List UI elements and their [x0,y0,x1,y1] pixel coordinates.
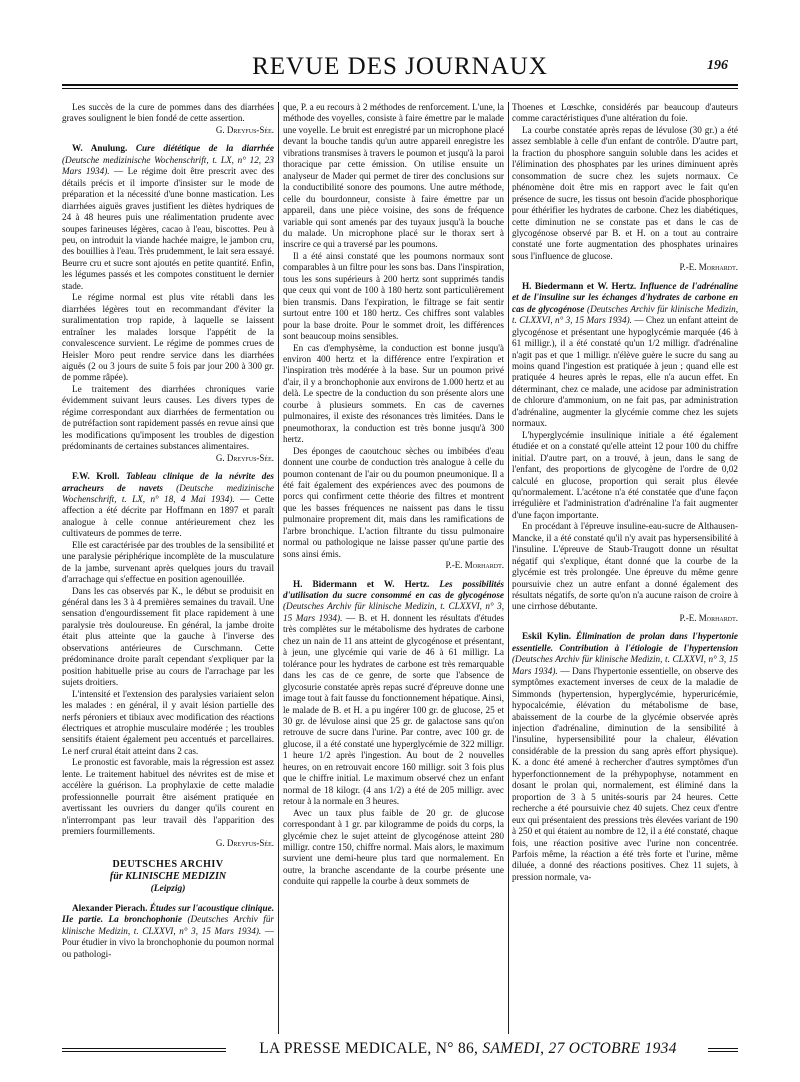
article-intro [62,102,274,136]
signature: G. Dreyfus-Sée. [215,124,274,135]
column-2 [283,102,504,1034]
article-bidermann-hertz-continued [512,102,738,274]
paragraph: — Pour étudier in vivo la bronchophonie du poumon normal ou pathologi- [62,925,274,959]
page-number: 196 [707,58,728,73]
article-heading [62,471,274,540]
masthead [62,52,738,86]
paragraph: — Cette affection a été décrite par Hoffmann en 1897 et paraît analogue à celle connue antérieurement chez les cultivateurs de pommes de terre. [62,493,274,539]
article-citation: (Deutsche medizinische Wochenschrift, t. LX, n° 18, 4 Mai 1934). [62,482,274,504]
article-citation: (Deutsches Archiv für klinische Medizin, t. CLXXVI, n° 3, 15 Mars 1934). [62,914,274,936]
article-author: F.W. Kroll. [72,471,120,482]
article-author: W. Anulung. [72,143,128,154]
footer-issue: N° 86, [435,1040,479,1057]
column-divider-1 [278,102,279,1034]
paragraph: En cas d'emphysème, la conduction est bonne jusqu'à environ 400 hertz et la différence entre l'expiration et l'inspiration très modérée à la base. Sur un poumon privé d'air, il y a bronchophonie aux environs de 1.000 hertz et au delà. Le spectre de la conduction du son présente alors une courbe à plusieurs sommets. En cas de cavernes pulmonaires, il existe des résonances très limitées. Dans le pneumothorax, la conduction est très bonne jusqu'à 300 hertz. [283,342,504,445]
paragraph: La courbe constatée après repas de lévulose (30 gr.) a été assez semblable à celle d'un enfant de contrôle. D'autre part, la fraction du phosphore sanguin soluble dans les acides et l'élimination des phosphates par les urines diminuent après consommation de sucre chez les sujets normaux. Ce phénomène doit être mis en rapport avec le fait qu'en présence de sucre, les tissus ont besoin d'acide phosphorique pour éthérifier les hydrates de carbone. Chez les diabétiques, cette diminution ne se constate pas et dans le cas de glycogénose observé par B. et H. on a tout au contraire constaté une forte augmentation des phosphates urinaires sous l'influence de glucose. [512,124,738,261]
page-title: REVUE DES JOURNAUX [252,53,548,80]
article-bidermann-hertz [283,579,504,888]
paragraph: — B. et H. donnent les résultats d'études très complètes sur le métabolisme des hydrates de carbone chez un nain de 11 ans atteint de glycogénose et présentant, à jeun, une glycémie qui varie de 46 à 61 milligr. La tolérance pour les hydrates de carbone est très remarquable dans les cas de ce genre, de sorte que l'absence de glycosurie constatée après repas sucré d'épreuve donne une image tout à fait fausse du fonctionnement hépatique. Ainsi, le malade de B. et H. a pu ingérer 100 gr. de glucose, 25 et 30 gr. de lévulose ainsi que 25 gr. de galactose sans qu'on retrouve de sucre dans l'urine. Par contre, avec 100 gr. de glucose, il a été constaté une hyperglycémie de 322 milligr. 1 heure 1/2 après l'ingestion. Au bout de 2 nouvelles heures, on en retrouvait encore 160 milligr. soit 3 fois plus que le chiffre initial. Le maximum observé chez un enfant normal de 18 kilogr. (4 ans 1/2) a été de 205 milligr. avec retour à la normale en 3 heures. [283,612,504,807]
column-1 [62,102,274,1034]
paragraph: L'hyperglycémie insulinique initiale a été également étudiée et on a constaté qu'elle atteint 12 pour 100 du chiffre initial. D'autre part, on a trouvé, à jeun, dans le sang de l'enfant, des proportions de glycogène de l'ordre de 0,02 calculé en glucose, proportion qui serait plus élevée qu'normalement. L'acétone n'a été constatée que d'une façon irrégulière et l'administration d'adrénaline l'a fait augmenter d'une façon importante. [512,429,738,520]
footer-journal: LA PRESSE MEDICALE, [259,1040,432,1057]
footer-rule-right [708,1048,738,1052]
paragraph: Des éponges de caoutchouc sèches ou imbibées d'eau donnent une courbe de conduction très analogue à celle du poumon contenant de l'air ou du poumon pneumonique. Il a été fait également des expériences avec des poumons de porcs qui confirment cette théorie des filtres et montrent que les basses fréquences ne naissent pas dans le tissu pulmonaire proprement dit, mais dans les ramifications de l'arbre bronchique. L'action filtrante du tissu pulmonaire normal ou pathologique ne laisse passer qu'une partie des sons ainsi émis. [283,445,504,559]
article-heading [512,281,738,430]
article-author: H. Biedermann et W. Hertz. [522,280,637,291]
article-title: Les possibilités d'utilisation du sucre consommé en cas de glycogénose [283,578,504,601]
article-pierach [62,903,274,960]
article-title: Tableau clinique de la névrite des arracheurs de navets [62,471,274,493]
article-heading [283,579,504,808]
paragraph: que, P. a eu recours à 2 méthodes de renforcement. L'une, la méthode des voyelles, consiste à faire émettre par le malade une voyelle. Le bruit est enregistré par un microphone placé devant la bouche tandis qu'un autre appareil enregistre les vibrations transmises à travers le poumon et jusqu'à la paroi thoracique par cette émission. On utilise ensuite un analyseur de Mader qui permet de tirer des conclusions sur la conductibilité sonore des poumons. Une autre méthode, celle du bourdonneur, consiste à faire émettre par un appareil, dans une pièce voisine, des sons de fréquence variable qui sont amenés par des tuyaux jusqu'à la bouche du malade. Un microphone placé sur le thorax sert à inscrire ce qui a traversé par les poumons. [283,102,504,250]
paragraph: Dans les cas observés par K., le début se produisit en général dans les 3 à 4 premières semaines du travail. Une sensation d'engourdissement fit place rapidement à une paralysie très douloureuse. En général, la jambe droite était plus atteinte que la gauche à l'inverse des observations antérieures de Curschmann. Cette prédominance droite paraît cependant s'expliquer par la position habituelle prise au cours de l'arrachage par les sujets droitiers. [62,585,274,688]
paragraph: — Dans l'hypertonie essentielle, on observe des symptômes exactement inverses de ceux de la maladie de Simmonds (hypertension, hyperglycémie, hyperuricémie, hypocalcémie, élévation du métabolisme de base, abaissement de la courbe de la glycémie observée après injection d'adrénaline, diminution de la sensibilité à l'insuline, hypersensibilité pour la chaleur, élévation considérable de la pression du sang après effort physique). K. a donc été amené à rechercher d'autres symptômes d'un hyperfonctionnement de la préhypophyse, notamment en dosant le prolan qui, normalement, est éliminé dans la proportion de 3 à 5 unités-souris par 24 heures. Cette recherche a été poursuivie chez 40 sujets. Chez ceux d'entre eux qui présentaient des pressions très élevées variant de 190 à 250 et qui étaient au nombre de 12, il a été constaté, chaque fois, une réaction positive avec l'urine non concentrée. Parfois même, la réaction a été très forte et l'urine, même diluée, a donné des réactions positives. Chez 11 sujets, à pression normale, va- [512,665,738,882]
signature: P.-E. Morhardt. [679,262,738,273]
article-author: Alexander Pierach. [72,903,148,913]
paragraph: L'intensité et l'extension des paralysies variaient selon les malades : en général, il y avait lésion partielle des nerfs péroniers et tibiaux avec modification des réactions électriques et atrophie musculaire modérée ; les troubles sensitifs étaient également peu accentués et parcellaires. Le nerf crural était atteint dans 2 cas. [62,688,274,756]
column-3 [512,102,738,1034]
article-title: Élimination de prolan dans l'hypertonie essentielle. Contribution à l'étiologie de l'hypertension [512,631,738,653]
paragraph: Le pronostic est favorable, mais la régression est assez lente. Le traitement habituel des névrites est de mise et accélère la guérison. La prophylaxie de cette maladie professionnelle pourrait être aisément pratiquée en avertissant les ouvriers du danger qu'ils courent en n'interrompant pas leur travail dès l'apparition des premiers fourmillements. [62,757,274,837]
paragraph: Les succès de la cure de pommes dans des diarrhées graves soulignent le bien fondé de cette assertion. [62,102,274,124]
paragraph: Elle est caractérisée par des troubles de la sensibilité et une paralysie périphérique incomplète de la musculature de la jambe, survenant après quelques jours du travail d'arrachage qui s'effectue en position agenouillée. [62,539,274,585]
paragraph: — Le régime doit être prescrit avec des détails précis et il importe d'insister sur le mode de préparation et la nécessité d'une bonne mastication. Les diarrhées aiguës graves justifient les diètes hydriques de 24 à 48 heures puis une réalimentation prudente avec soupes farineuses légères, cacao à l'eau, biscottes. Peu à peu, on introduit la viande hachée maigre, le jambon cru, des bouillies à l'eau. Très prudemment, le lait sera essayé. Beurre cru et sucre sont ajoutés en petite quantité. Enfin, les légumes passés et les compotes constituent le dernier stade. [62,166,274,291]
article-kroll [62,471,274,849]
article-title: Influence de l'adrénaline et de l'insuline sur les échanges d'hydrates de carbone en cas de glycogénose [512,280,738,314]
signature: G. Dreyfus-Sée. [215,837,274,848]
article-biedermann-hertz [512,281,738,625]
paragraph: — Chez un enfant atteint de glycogénose et présentant une hypoglycémie marquée (46 à 61 milligr.), il a été constaté qu'un 1/2 milligr. d'adrénaline n'agit pas et que 1 milligr. n'élève guère le sucre du sang au moins quand l'ingestion est pratiquée à jeun ; quand elle est pratiquée 4 heures après le repas, elle n'a aucun effet. En déterminant, chez ce malade, une acidose par administration de chlorure d'ammonium, on ne fait pas, par administration d'adrénaline, augmenter la glycémie comme chez les sujets normaux. [512,315,738,429]
article-author: H. Bidermann et W. Hertz. [293,578,430,589]
article-citation: (Deutsches Archiv für klinische Medizin, t. CLXXVI, n° 3, 15 Mars 1934). [283,601,504,623]
column-divider-2 [508,102,509,1034]
signature: G. Dreyfus-Sée. [215,452,274,463]
article-title: Études sur l'acoustique clinique. IIe partie. La bronchophonie [62,903,274,925]
article-heading [62,903,274,960]
page-footer [232,1040,704,1058]
footer-rule-left [62,1048,226,1052]
paragraph: Avec un taux plus faible de 20 gr. de glucose correspondant à 1 gr. par kilogramme de poids du corps, la glycémie chez le sujet atteint de glycogénose atteint 280 milligr. contre 150, chiffre normal. Mais alors, le maximum survient une demi-heure plus tard que normalement. En outre, la branche ascendante de la courbe présente une conduite qui rappelle la courbe à deux sommets de [283,807,504,887]
article-kylin [512,631,738,883]
footer-date: SAMEDI, 27 OCTOBRE 1934 [482,1040,677,1057]
paragraph: Le régime normal est plus vite rétabli dans les diarrhées légères tout en recommandant d'éviter la suralimentation trop rapide, à laquelle se laissent entraîner les malades lorsque l'appétit de la convalescence survient. Le régime de pommes crues de Heisler Moro peut rendre service dans les diarrhées aiguës (2 ou 3 jours de suite 5 fois par jour 200 à 300 gr. de pomme râpée). [62,292,274,383]
signature: P.-E. Morhardt. [445,560,504,571]
paragraph: Il a été ainsi constaté que les poumons normaux sont comparables à un filtre pour les sons bas. Dans l'inspiration, tous les sons supérieurs à 200 hertz sont supprimés tandis que ceux qui vont de 100 à 180 hertz sont particulièrement bien transmis. Dans l'expiration, le filtrage se fait sentir surtout entre 100 et 180 hertz. Ces chiffres sont valables pour la base droite. Pour le sommet droit, les différences sont beaucoup moins sensibles. [283,250,504,342]
section-journal-city: (Leipzig) [150,884,186,894]
signature: P.-E. Morhardt. [679,612,738,623]
paragraph: Thoenes et Lœschke, considérés par beaucoup d'auteurs comme caractéristiques d'une altération du foie. [512,102,738,124]
article-anulung [62,143,274,464]
journal-section-heading [62,859,274,895]
article-heading [62,143,274,292]
article-citation: (Deutsches Archiv für klinische Medizin, t. CLXXVI, n° 3, 15 Mars 1934). [512,303,738,326]
article-title: Cure diététique de la diarrhée [135,143,274,154]
article-heading [512,631,738,883]
article-pierach-continued [283,102,504,572]
paragraph: Le traitement des diarrhées chroniques varie évidemment suivant leurs causes. Les divers types de régime correspondant aux diarrhées de fermentation ou de putréfaction sont rapidement passés en revue ainsi que les modifications qu'imposent les troubles de digestion prédominants de certaines substances alimentaires. [62,383,274,452]
article-citation: (Deutsche medizinische Wochenschrift, t. LX, n° 12, 23 Mars 1934). [62,154,274,177]
header-rule [62,84,738,89]
paragraph: En procédant à l'épreuve insuline-eau-sucre de Althausen-Mancke, il a été constaté qu'il n'y avait pas hypersensibilité à l'insuline. L'épreuve de Staub-Traugott donne un résultat négatif qui s'explique, étant donné que la courbe de la glycémie est très prolongée. Une épreuve du même genre poursuivie chez un autre enfant a donné également des résultats négatifs, de sorte qu'on n'a aucune raison de croire à une cirrhose débutante. [512,521,738,612]
article-author: Eskil Kylin. [522,631,572,642]
section-journal-name: DEUTSCHES ARCHIV [112,859,224,870]
section-journal-subtitle: für KLINISCHE MEDIZIN [109,871,227,882]
article-citation: (Deutsches Archiv für klinische Medizin, t. CLXXVI, n° 3, 15 Mars 1934). [512,654,738,676]
